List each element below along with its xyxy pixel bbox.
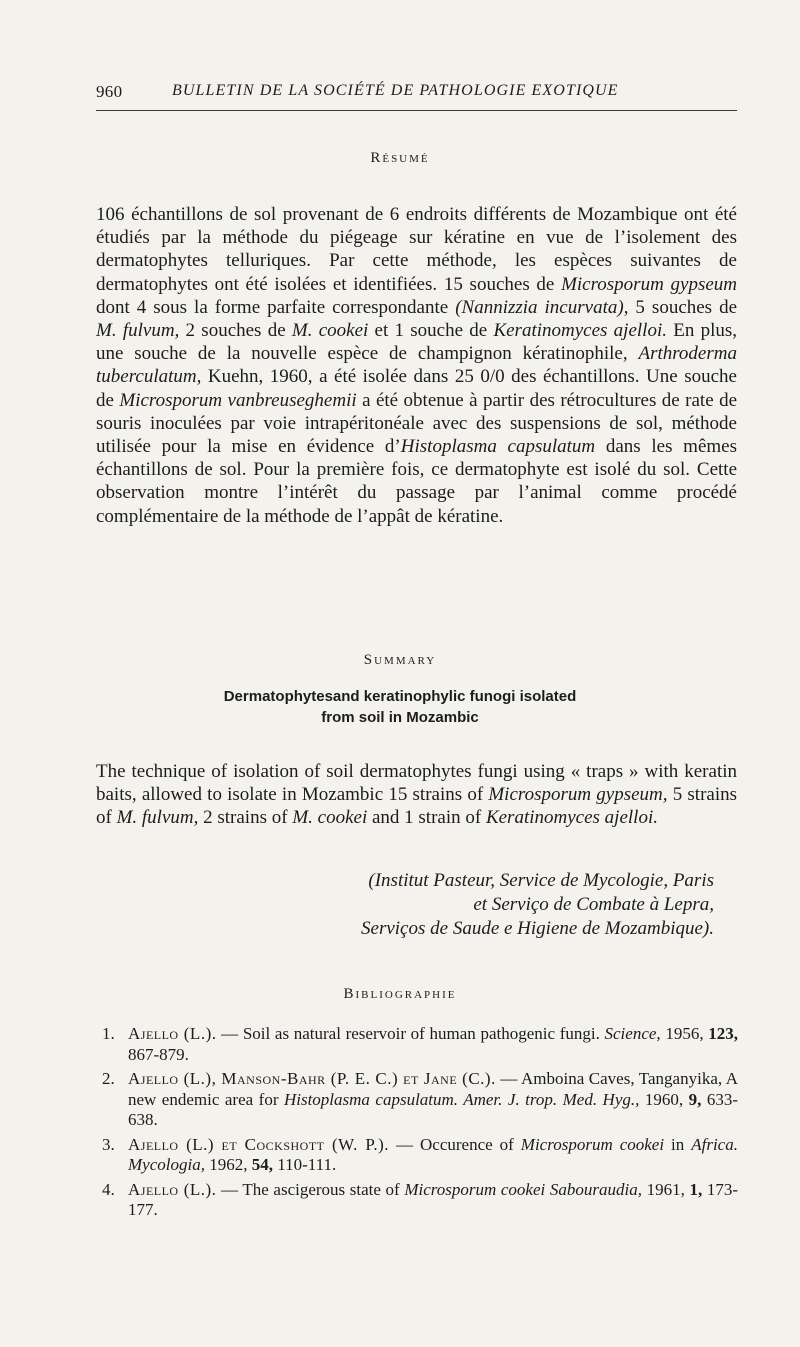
entry-species: Microsporum cookei	[404, 1179, 546, 1199]
entry-authors: Ajello (L.).	[128, 1024, 217, 1043]
bibliography-entry: 4. Ajello (L.). — The ascigerous state of Microsporum cookei Sabouraudia, 1961, 1, 173-177.	[102, 1179, 738, 1219]
bibliography-heading: Bibliographie	[343, 986, 457, 1002]
summary-body	[96, 760, 737, 830]
entry-number: 3.	[102, 1134, 115, 1154]
entry-journal: Amer. J. trop. Med. Hyg.,	[458, 1089, 640, 1109]
entry-volume: 123,	[708, 1024, 738, 1043]
resume-paragraph: 106 échantillons de sol provenant de 6 endroits différents de Mozambique ont été étudiés par la méthode du piégeage sur kératine en vue de l’isolement des dermatophytes telluriques. Par cette méthode, les espèces suivantes de dermatophytes ont été isolées et identifiées. 15 souches de Microsporum gypseum dont 4 sous la forme parfaite correspondante (Nannizzia incurvata), 5 souches de M. fulvum, 2 souches de M. cookei et 1 souche de Keratinomyces ajelloi. En plus, une souche de la nouvelle espèce de champignon kératinophile, Arthroderma tuberculatum, Kuehn, 1960, a été isolée dans 25 0/0 des échantillons. Une souche de Microsporum vanbreuseghemii a été obtenue à partir des rétrocultures de rate de souris inoculées par voie intrapéritonéale avec des suspensions de sol, méthode utilisée pour la mise en évidence d’Histoplasma capsulatum dans les mêmes échantillons de sol. Pour la première fois, ce dermatophyte est isolé du sol. Cette observation montre l’intérêt du passage par l’animal comme procédé complémentaire de la méthode de l’appât de kératine.	[96, 204, 738, 527]
entry-journal: Sabouraudia,	[545, 1179, 642, 1199]
summary-title	[0, 686, 800, 728]
entry-volume: 1,	[689, 1179, 703, 1199]
entry-journal: Mycologia,	[128, 1155, 205, 1174]
entry-authors: Ajello (L.), Manson-Bahr (P. E. C.) et Jane (C.).	[128, 1069, 496, 1088]
entry-volume: 9,	[688, 1089, 702, 1109]
summary-paragraph: The technique of isolation of soil dermatophytes fungi using « traps » with keratin baits, allowed to isolate in Mozambic 15 strains of Microsporum gypseum, 5 strains of M. fulvum, 2 strains of M. cookei and 1 strain of Keratinomyces ajelloi.	[96, 761, 738, 829]
resume-body	[96, 203, 737, 528]
affiliation	[274, 869, 714, 941]
entry-volume: 54,	[251, 1155, 273, 1174]
entry-number: 2.	[102, 1069, 115, 1088]
affiliation-line-1: (Institut Pasteur, Service de Mycologie, Paris	[368, 870, 714, 891]
summary-heading: Summary	[363, 652, 437, 668]
entry-species: Histoplasma capsulatum.	[283, 1089, 459, 1109]
affiliation-line-3: Serviços de Saude e Higiene de Mozambique).	[361, 918, 714, 939]
bibliography-entry: 3. Ajello (L.) et Cockshott (W. P.). — Occurence of Microsporum cookei in Africa. Mycologia, 1962, 54, 110-111.	[102, 1134, 738, 1174]
summary-title-line-2: from soil in Mozambic	[321, 709, 479, 726]
journal-title: BULLETIN DE LA SOCIÉTÉ DE PATHOLOGIE EXOTIQUE	[172, 82, 619, 99]
entry-journal: Science,	[604, 1024, 661, 1043]
page-number: 960	[96, 82, 123, 101]
bibliography-entry: 1. Ajello (L.). — Soil as natural reservoir of human pathogenic fungi. Science, 1956, 123, 867-879.	[102, 1024, 738, 1064]
bibliography-entry: 2. Ajello (L.), Manson-Bahr (P. E. C.) et Jane (C.). — Amboina Caves, Tanganyika, A new endemic area for Histoplasma capsulatum. Amer. J. trop. Med. Hyg., 1960, 9, 633-638.	[102, 1069, 739, 1129]
resume-heading: Résumé	[370, 150, 430, 166]
header-rule	[96, 110, 737, 111]
entry-authors: Ajello (L.).	[128, 1179, 217, 1199]
summary-title-line-1: Dermatophytesand keratinophylic funogi isolated	[223, 688, 577, 705]
entry-species: Microsporum cookei	[520, 1134, 665, 1154]
entry-authors: Ajello (L.) et Cockshott (W. P.).	[128, 1134, 390, 1154]
bibliography-list	[102, 1024, 738, 1225]
running-head	[96, 80, 737, 112]
affiliation-line-2: et Serviço de Combate à Lepra,	[473, 894, 714, 915]
entry-number: 4.	[102, 1179, 115, 1199]
entry-place: Africa.	[691, 1134, 738, 1154]
entry-number: 1.	[102, 1024, 115, 1043]
